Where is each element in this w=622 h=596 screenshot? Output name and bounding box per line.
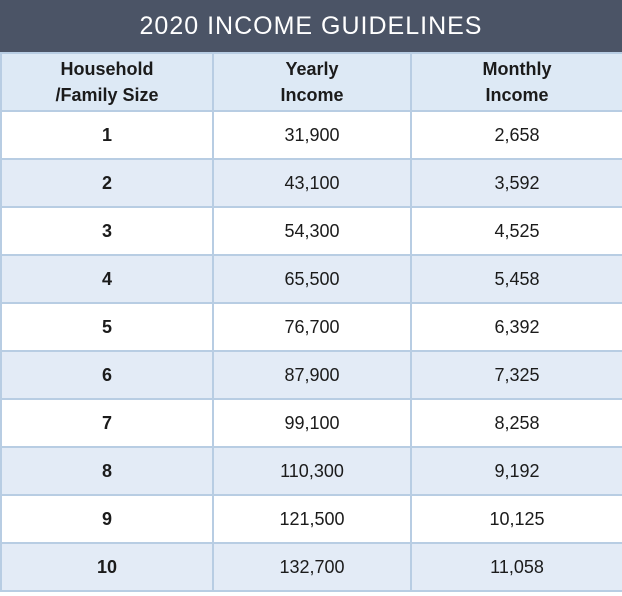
header-yearly-income-line1: Yearly xyxy=(285,59,339,79)
household-size-cell: 1 xyxy=(1,111,213,159)
household-size-cell: 7 xyxy=(1,399,213,447)
header-row xyxy=(1,53,622,111)
household-size-cell: 8 xyxy=(1,447,213,495)
household-size-cell: 3 xyxy=(1,207,213,255)
household-size-cell: 5 xyxy=(1,303,213,351)
monthly-income-cell: 6,392 xyxy=(411,303,622,351)
header-monthly-income-line1: Monthly xyxy=(482,59,552,79)
table-row xyxy=(1,351,622,399)
table-row xyxy=(1,447,622,495)
header-household-size-line2: /Family Size xyxy=(55,85,159,105)
table-row xyxy=(1,207,622,255)
yearly-income-cell: 54,300 xyxy=(213,207,411,255)
header-household-size xyxy=(1,53,213,111)
yearly-income-cell: 132,700 xyxy=(213,543,411,591)
table-row xyxy=(1,303,622,351)
header-household-size-line1: Household xyxy=(60,59,154,79)
household-size-cell: 9 xyxy=(1,495,213,543)
monthly-income-cell: 9,192 xyxy=(411,447,622,495)
household-size-cell: 2 xyxy=(1,159,213,207)
monthly-income-cell: 3,592 xyxy=(411,159,622,207)
yearly-income-cell: 110,300 xyxy=(213,447,411,495)
monthly-income-cell: 10,125 xyxy=(411,495,622,543)
household-size-cell: 6 xyxy=(1,351,213,399)
table-row xyxy=(1,159,622,207)
header-yearly-income-line2: Income xyxy=(280,85,344,105)
yearly-income-cell: 31,900 xyxy=(213,111,411,159)
yearly-income-cell: 121,500 xyxy=(213,495,411,543)
monthly-income-cell: 8,258 xyxy=(411,399,622,447)
yearly-income-cell: 43,100 xyxy=(213,159,411,207)
table-row xyxy=(1,495,622,543)
table-title: 2020 INCOME GUIDELINES xyxy=(0,0,622,52)
yearly-income-cell: 76,700 xyxy=(213,303,411,351)
household-size-cell: 10 xyxy=(1,543,213,591)
yearly-income-cell: 99,100 xyxy=(213,399,411,447)
table-row xyxy=(1,255,622,303)
table-row xyxy=(1,399,622,447)
monthly-income-cell: 11,058 xyxy=(411,543,622,591)
monthly-income-cell: 4,525 xyxy=(411,207,622,255)
monthly-income-cell: 5,458 xyxy=(411,255,622,303)
table-row xyxy=(1,111,622,159)
header-yearly-income xyxy=(213,53,411,111)
header-monthly-income xyxy=(411,53,622,111)
yearly-income-cell: 87,900 xyxy=(213,351,411,399)
table-row xyxy=(1,543,622,591)
household-size-cell: 4 xyxy=(1,255,213,303)
yearly-income-cell: 65,500 xyxy=(213,255,411,303)
monthly-income-cell: 2,658 xyxy=(411,111,622,159)
monthly-income-cell: 7,325 xyxy=(411,351,622,399)
header-monthly-income-line2: Income xyxy=(485,85,549,105)
income-table xyxy=(0,52,622,592)
